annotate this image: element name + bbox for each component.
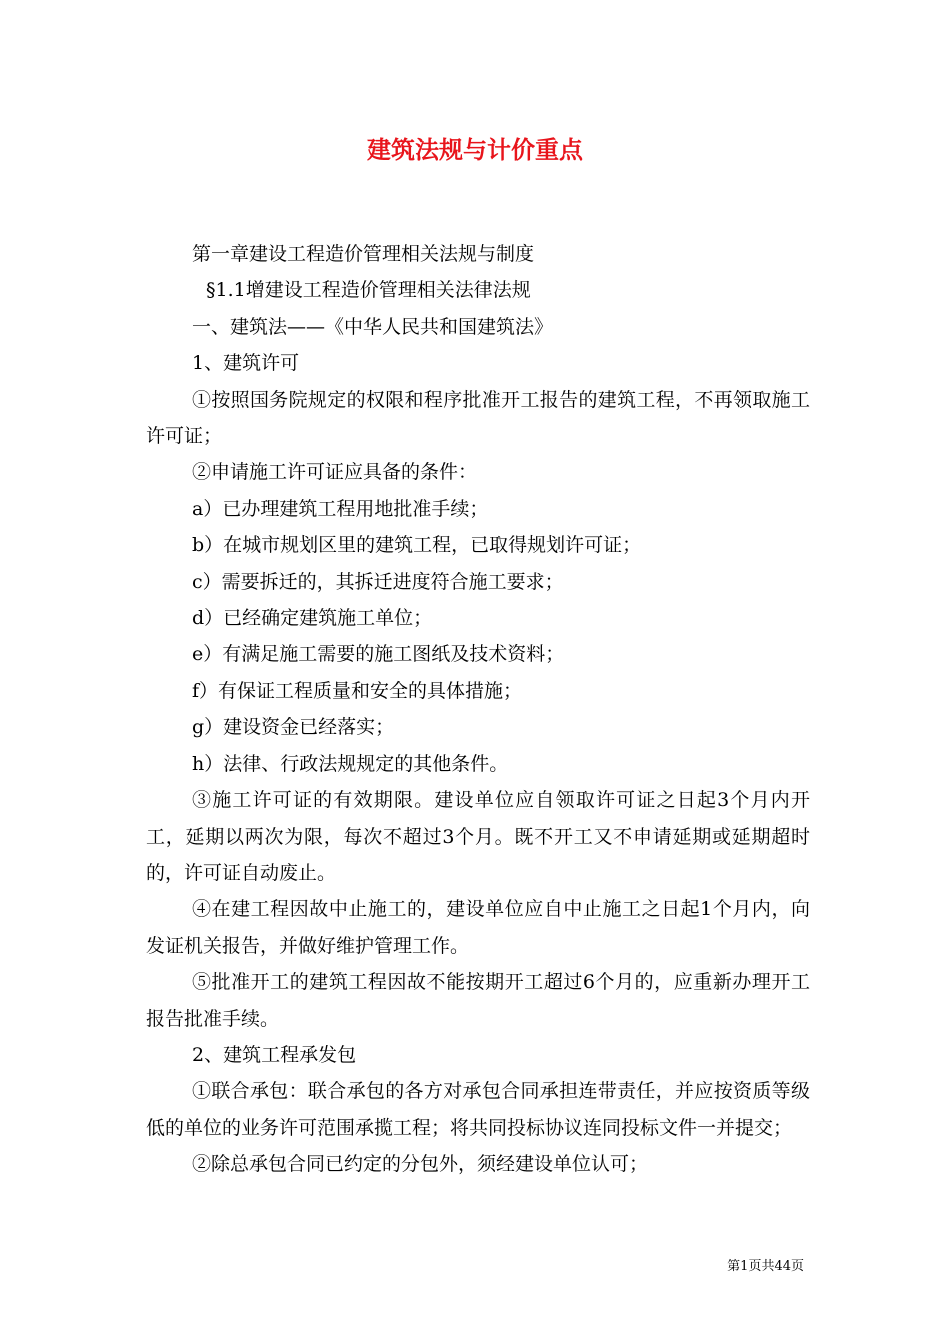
list-item: d）已经确定建筑施工单位； (192, 607, 433, 630)
paragraph: ①按照国务院规定的权限和程序批准开工报告的建筑工程，不再领取施工许可证； (146, 388, 810, 448)
paragraph: ⑤批准开工的建筑工程因故不能按期开工超过6个月的，应重新办理开工报告批准手续。 (146, 971, 810, 1030)
list-item: c）需要拆迁的，其拆迁进度符合施工要求； (192, 570, 564, 593)
item-heading: 1、建筑许可 (192, 352, 300, 375)
list-item: g）建设资金已经落实； (192, 716, 395, 739)
document-title: 建筑法规与计价重点 (367, 135, 583, 164)
list-item: e）有满足施工需要的施工图纸及技术资料； (192, 643, 565, 666)
page-number: 第1页共44页 (727, 1259, 804, 1274)
document-body (146, 236, 810, 1183)
paragraph: ③施工许可证的有效期限。建设单位应自领取许可证之日起3个月内开工，延期以两次为限，每次不超过3个月。既不开工又不申请延期或延期超时的，许可证自动废止。 (146, 789, 810, 884)
paragraph: ①联合承包：联合承包的各方对承包合同承担连带责任，并应按资质等级低的单位的业务许可范围承揽工程；将共同投标协议连同投标文件一并提交； (146, 1080, 810, 1139)
list-item: a）已办理建筑工程用地批准手续； (192, 497, 489, 520)
chapter-heading: 第一章建设工程造价管理相关法规与制度 (192, 243, 535, 265)
list-item: f）有保证工程质量和安全的具体措施； (192, 679, 523, 702)
list-item: h）法律、行政法规规定的其他条件。 (192, 752, 509, 775)
section-heading: §1.1增建设工程造价管理相关法律法规 (206, 279, 531, 302)
paragraph: ④在建工程因故中止施工的，建设单位应自中止施工之日起1个月内，向发证机关报告，并做好维护管理工作。 (146, 898, 810, 957)
paragraph: ②除总承包合同已约定的分包外，须经建设单位认可； (192, 1153, 649, 1176)
list-item: b）在城市规划区里的建筑工程，已取得规划许可证； (192, 534, 642, 557)
subsection-heading: 一、建筑法——《中华人民共和国建筑法》 (192, 315, 554, 338)
paragraph: ②申请施工许可证应具备的条件： (192, 461, 478, 484)
item-heading: 2、建筑工程承发包 (192, 1043, 357, 1066)
